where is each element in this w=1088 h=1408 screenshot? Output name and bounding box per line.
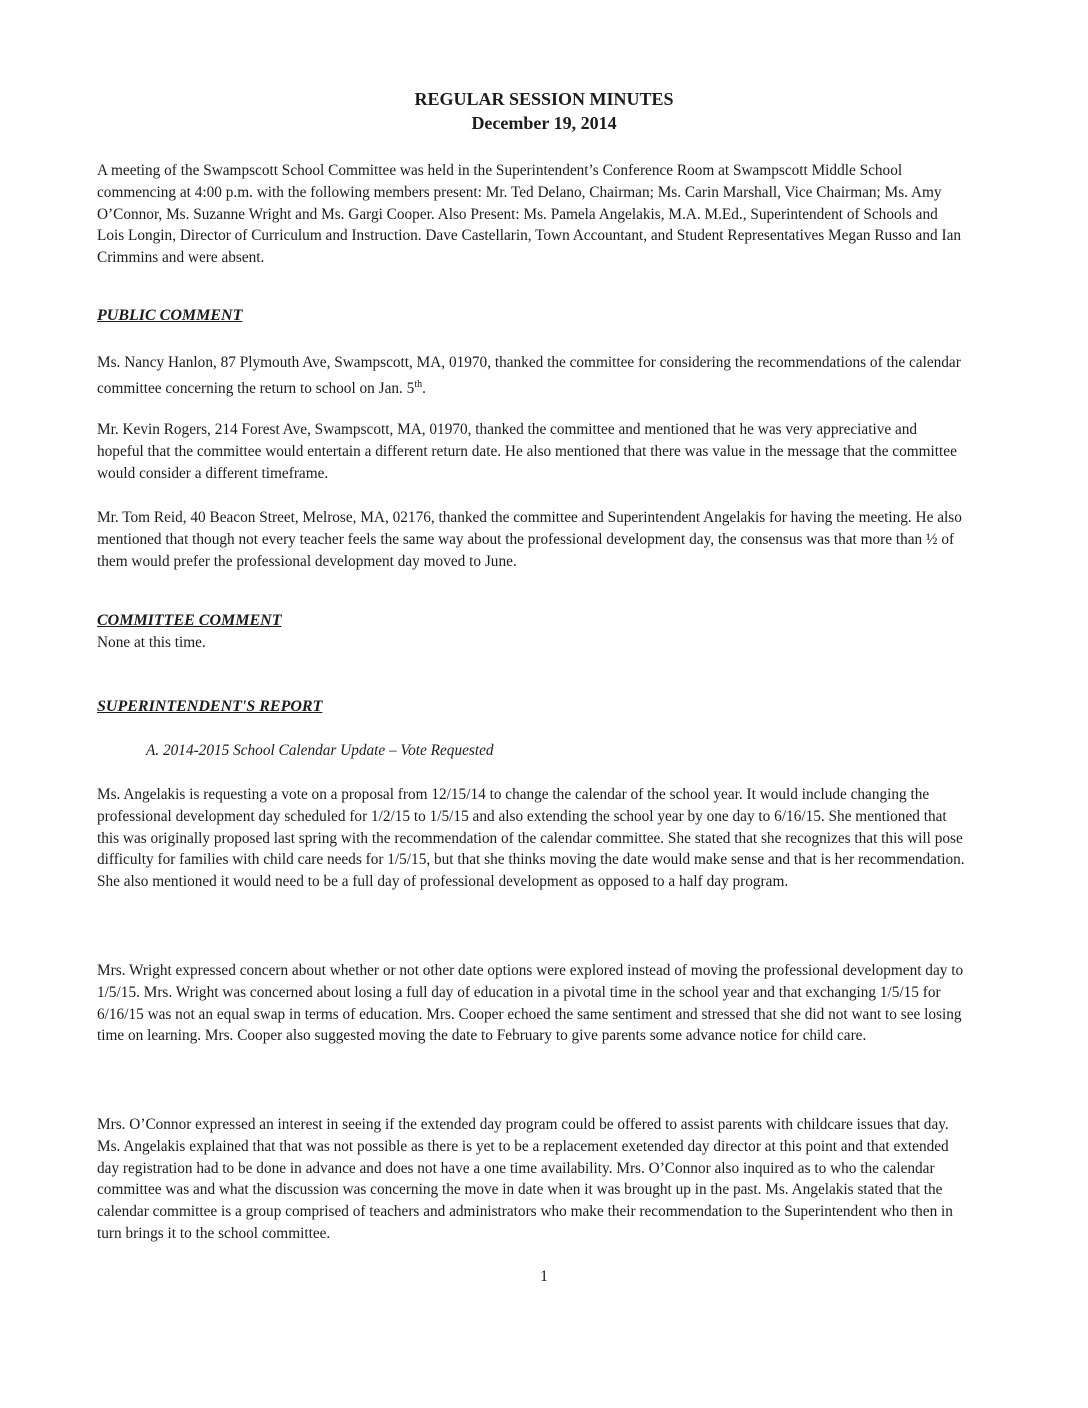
report-paragraph-3: Mrs. O’Connor expressed an interest in seeing if the extended day program could be offered to assist parents with childcare issues that day. Ms. Angelakis explained that that was not possible as there is yet to be a replacement exetended day director at this point and that extended day registration had to be done in advance and does not have a one time availability. Mrs. O’Connor also inquired as to who the calendar committee was and what the discussion was concerning the move in date when it was brought up in the past. Ms. Angelakis stated that the calendar committee is a group comprised of teachers and administrators who make their recommendation to the Superintendent who then in turn brings it to the school committee. <box>97 1116 953 1242</box>
committee-comment-text: None at this time. <box>97 634 206 651</box>
public-comment-paragraph-3: Mr. Tom Reid, 40 Beacon Street, Melrose, MA, 02176, thanked the committee and Superintendent Angelakis for having the meeting. He also mentioned that though not every teacher feels the same way about the professional development day, the consensus was that more than ½ of them would prefer the professional development day moved to June. <box>97 509 962 570</box>
intro-paragraph: A meeting of the Swampscott School Committee was held in the Superintendent’s Conference Room at Swampscott Middle School commencing at 4:00 p.m. with the following members present: Mr. Ted Delano, Chairman; Ms. Carin Marshall, Vice Chairman; Ms. Amy O’Connor, Ms. Suzanne Wright and Ms. Gargi Cooper. Also Present: Ms. Pamela Angelakis, M.A. M.Ed., Superintendent of Schools and Lois Longin, Director of Curriculum and Instruction. Dave Castellarin, Town Accountant, and Student Representatives Megan Russo and Ian Crimmins and were absent. <box>97 162 962 267</box>
superintendent-report-heading: SUPERINTENDENT'S REPORT <box>97 698 323 715</box>
meeting-date: December 19, 2014 <box>471 113 617 133</box>
committee-comment-heading: COMMITTEE COMMENT <box>97 612 282 629</box>
public-comment-heading: PUBLIC COMMENT <box>97 307 243 324</box>
report-paragraph-2: Mrs. Wright expressed concern about whether or not other date options were explored instead of moving the professional development day to 1/5/15. Mrs. Wright was concerned about losing a full day of education in a pivotal time in the school year and that exchanging 1/5/15 for 6/16/15 was not an equal swap in terms of education. Mrs. Cooper echoed the same sentiment and stressed that she did not want to see losing time on learning. Mrs. Cooper also suggested moving the date to February to give parents some advance notice for child care. <box>97 962 964 1045</box>
public-comment-paragraph-1: Ms. Nancy Hanlon, 87 Plymouth Ave, Swampscott, MA, 01970, thanked the committee for considering the recommendations of the calendar committee concerning the return to school on Jan. 5th. <box>97 354 961 397</box>
public-comment-paragraph-2: Mr. Kevin Rogers, 214 Forest Ave, Swampscott, MA, 01970, thanked the committee and mentioned that he was very appreciative and hopeful that the committee would entertain a different return date. He also mentioned that there was value in the message that the committee would consider a different timeframe. <box>97 421 957 482</box>
report-paragraph-1: Ms. Angelakis is requesting a vote on a proposal from 12/15/14 to change the calendar of the school year. It would include changing the professional development day scheduled for 1/2/15 to 1/5/15 and also extending the school year by one day to 6/16/15. She mentioned that this was originally proposed last spring with the recommendation of the calendar committee. She stated that she recognizes that this will pose difficulty for families with child care needs for 1/5/15, but that she thinks moving the date would make sense and that is her recommendation. She also mentioned it would need to be a full day of professional development as opposed to a half day program. <box>97 786 965 891</box>
agenda-item-a: A. 2014-2015 School Calendar Update – Vote Requested <box>146 742 494 759</box>
document-title: REGULAR SESSION MINUTES <box>414 89 674 109</box>
page-number: 1 <box>540 1268 548 1285</box>
